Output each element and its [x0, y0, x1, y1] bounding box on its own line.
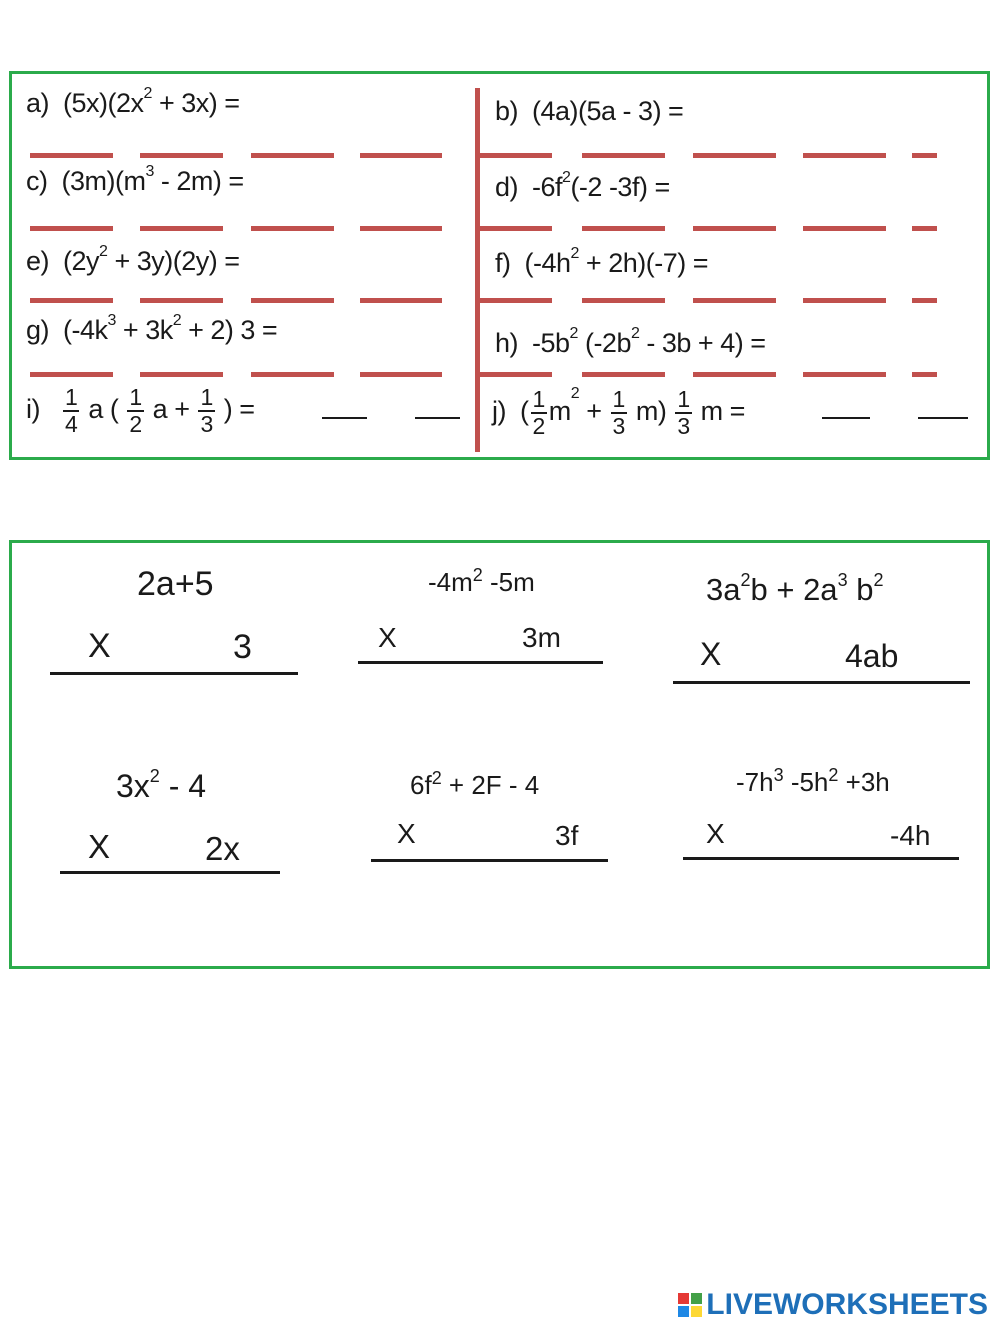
- multiplicand: $-4m^2$ -5m: [428, 565, 535, 597]
- exercise-a: a) $(5x)(2x^2 + 3x)$ =: [26, 85, 240, 118]
- liveworksheets-logo-icon: [678, 1293, 702, 1317]
- times-sign: X: [88, 627, 111, 665]
- multiplier: 3: [233, 628, 252, 666]
- column-divider: [475, 88, 480, 452]
- exercise-d: d) $-6f^2(-2$ -3f) =: [495, 169, 670, 202]
- multiplicand: $6f^2 + 2F - 4$: [410, 768, 540, 800]
- liveworksheets-brand[interactable]: [678, 1288, 988, 1322]
- exercise-f: f) $(-4h^2 + 2h)(-7)$ =: [495, 245, 708, 278]
- answer-blank-i-1[interactable]: [322, 417, 367, 419]
- multiplicand: $3x^2 - 4$: [116, 766, 207, 804]
- multiplier: 3f: [555, 820, 579, 851]
- answer-blank-i-2[interactable]: [415, 417, 460, 419]
- answer-blank-j-2[interactable]: [918, 417, 968, 419]
- exercise-c: c) $(3m)(m^3 - 2m)$ =: [26, 163, 244, 196]
- times-sign: X: [378, 622, 397, 653]
- exercise-e: e) $(2y^2 + 3y)(2y)$ =: [26, 243, 240, 276]
- result-line: [60, 871, 280, 874]
- times-sign: X: [706, 818, 725, 849]
- exercise-g: g) $(-4k^3 + 3k^2 + 2) 3$ =: [26, 312, 278, 345]
- exercise-i: i) $\frac{1}{4}$ a ( $\frac{1}{2}$ a + $\frac{1}{3}$ ) =: [26, 384, 255, 437]
- multiplicand: $3a^2b + 2a^3$ $b^2$: [706, 570, 884, 607]
- multiplicand: 2a+5: [137, 565, 214, 603]
- result-line: [50, 672, 298, 675]
- multiplicand: $-7h^3$ $-5h^2 +3h$: [736, 765, 890, 797]
- exercise-b: b) (4a)(5a - 3) =: [495, 96, 684, 126]
- result-line: [673, 681, 970, 684]
- exercise-h: h) $-5b^2$ $(-2b^2 - 3b + 4)$ =: [495, 325, 766, 358]
- fraction: $\frac{1}{2}$: [532, 386, 545, 439]
- exercise-j: j) ( $\frac{1}{2}$ $m^2$ + $\frac{1}{3}$ m) $\frac{1}{3}$ m =: [492, 385, 745, 439]
- times-sign: X: [88, 828, 111, 865]
- fraction: $\frac{1}{3}$: [677, 386, 690, 439]
- multiplier: -4h: [890, 820, 931, 851]
- times-sign: X: [700, 636, 722, 672]
- multiplier: 2x: [205, 830, 240, 867]
- result-line: [371, 859, 608, 862]
- multiplier: 3m: [522, 622, 561, 653]
- answer-blank-j-1[interactable]: [822, 417, 870, 419]
- fraction: $\frac{1}{2}$: [129, 384, 142, 437]
- brand-name: LIVEWORKSHEETS: [706, 1288, 988, 1321]
- fraction: $\frac{1}{3}$: [200, 384, 213, 437]
- result-line: [683, 857, 959, 860]
- multiplier: 4ab: [845, 638, 899, 674]
- fraction: $\frac{1}{3}$: [612, 386, 625, 439]
- fraction: $\frac{1}{4}$: [65, 384, 78, 437]
- result-line: [358, 661, 603, 664]
- times-sign: X: [397, 818, 416, 849]
